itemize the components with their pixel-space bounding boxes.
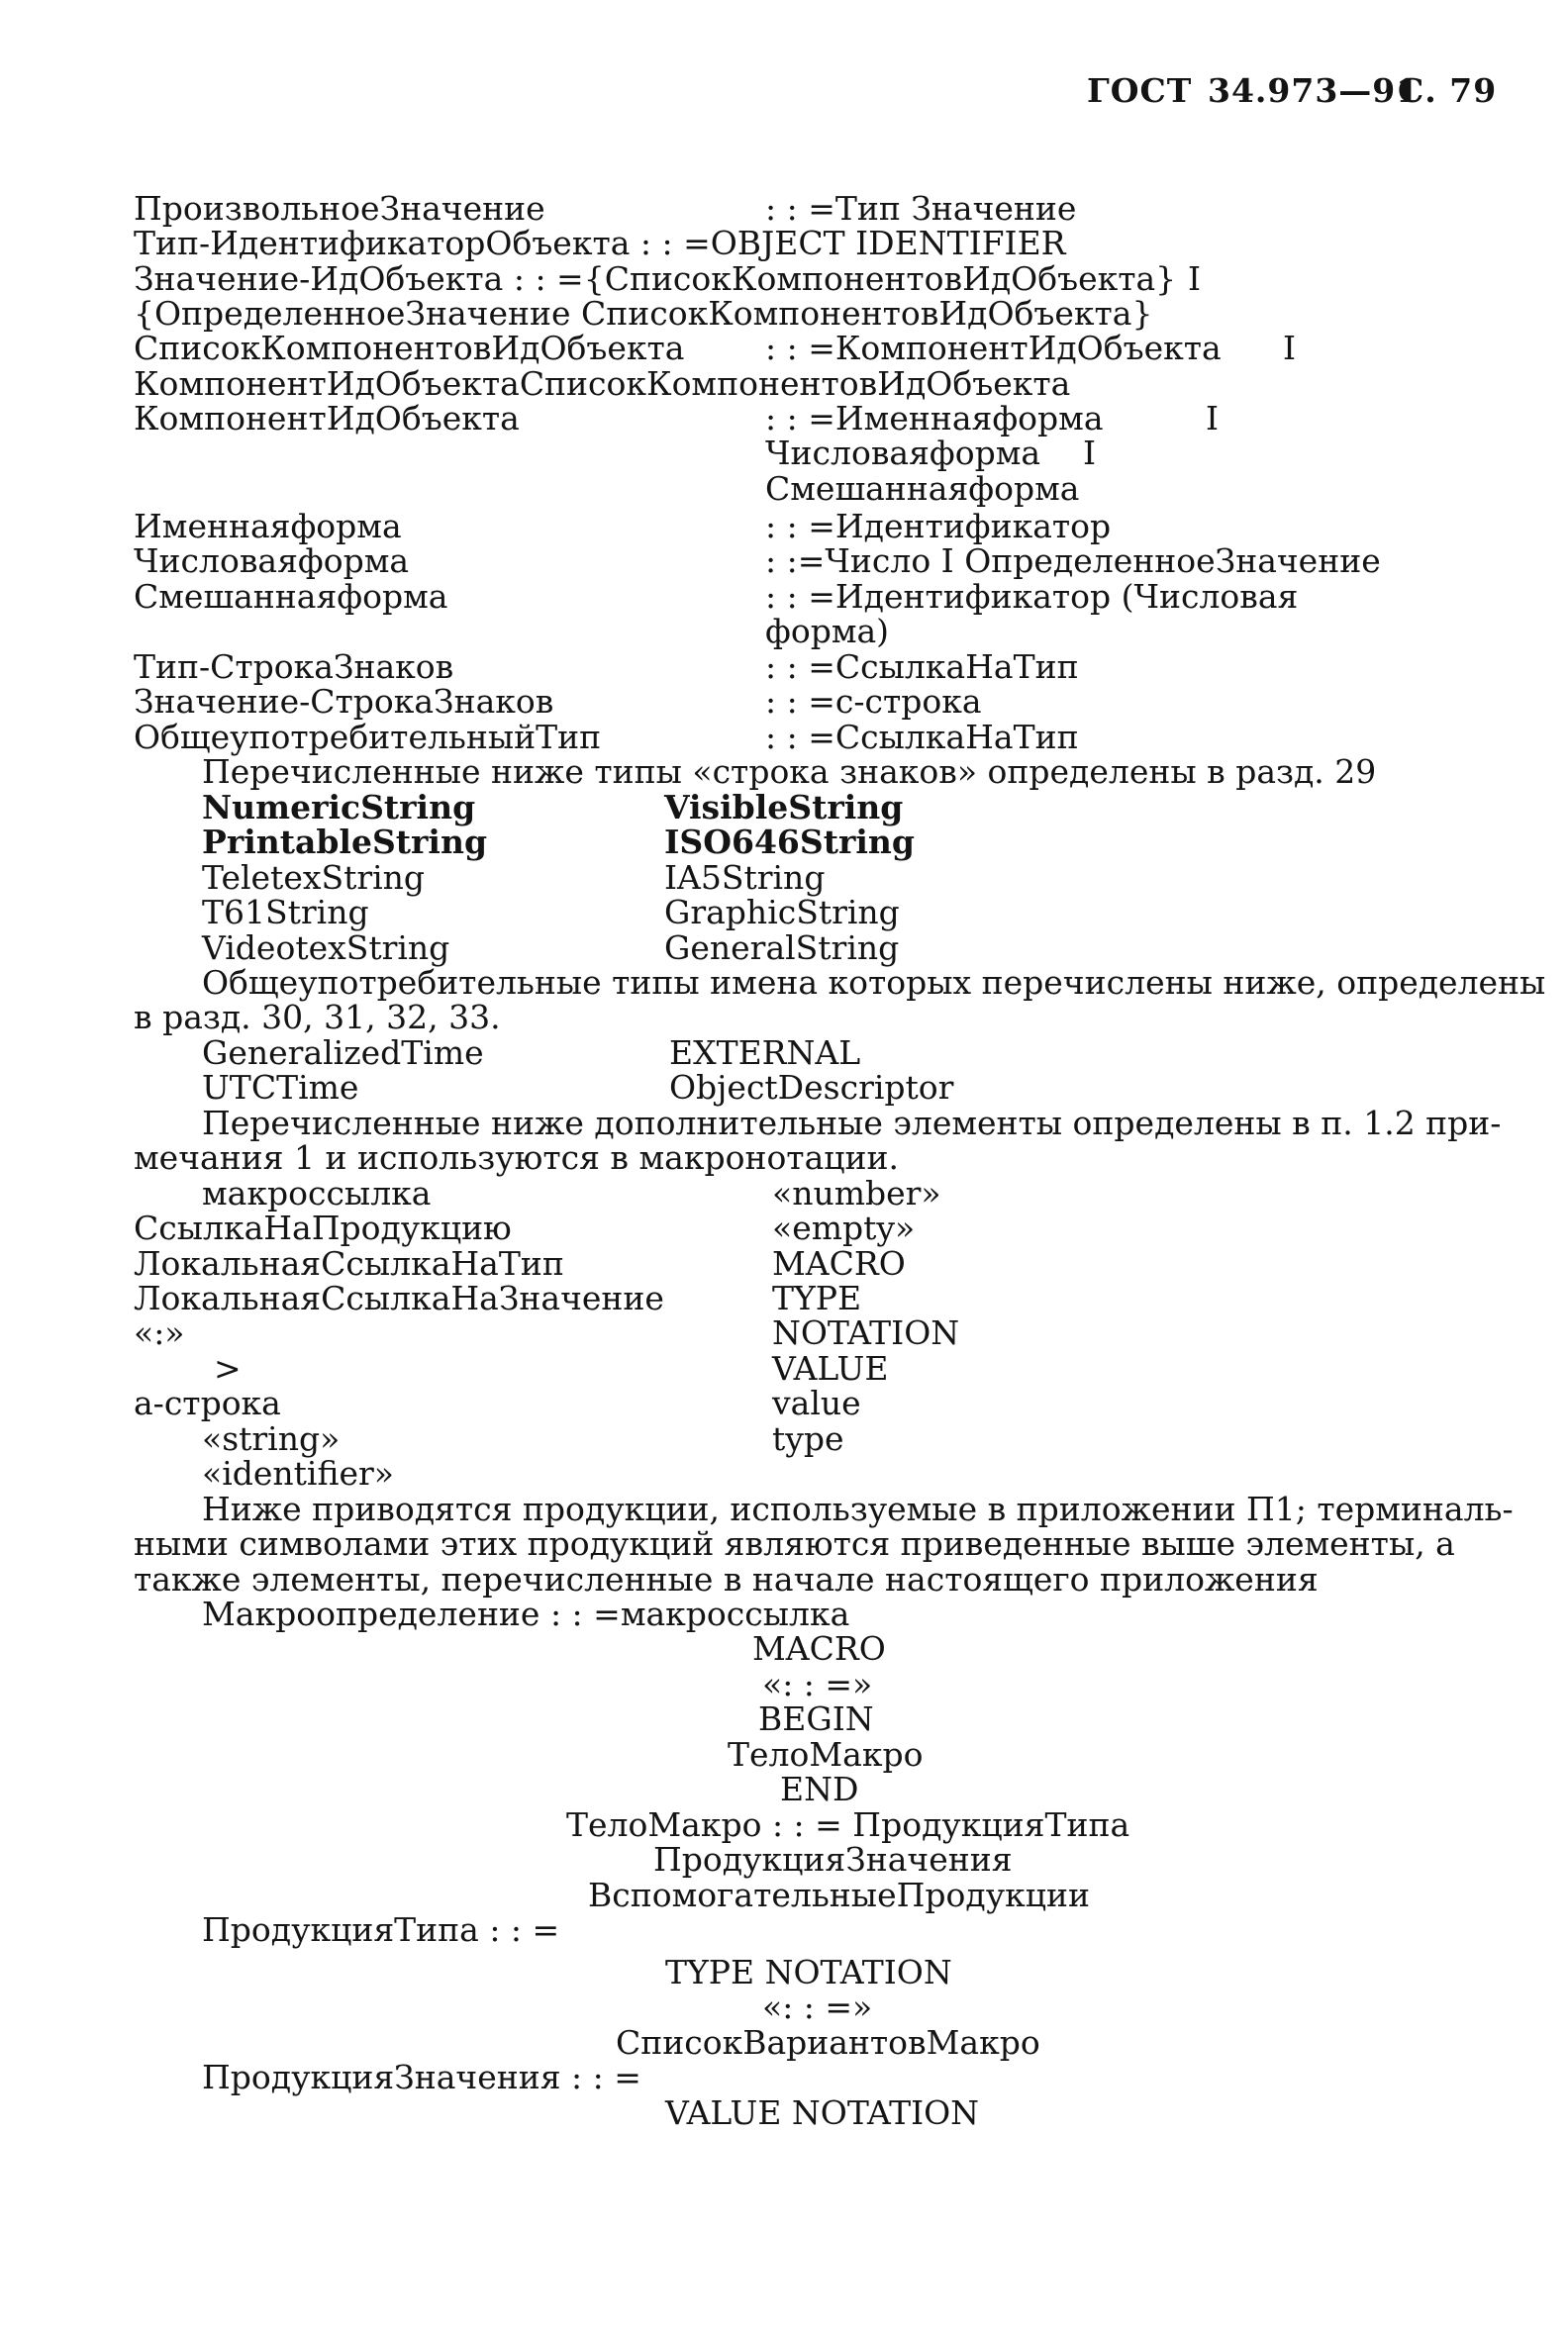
value-production-line: VALUE NOTATION: [665, 2093, 980, 2132]
def-right: : : =Именнаяформа: [765, 399, 1104, 437]
macro-assign: «: : =»: [762, 1665, 873, 1703]
productions-intro: Ниже приводятся продукции, используемые в приложении П1; терминаль-: [202, 1490, 1514, 1528]
element-right: MACRO: [772, 1244, 906, 1283]
def-right: : : =КомпонентИдОбъекта: [765, 329, 1222, 367]
value-production-label: ПродукцияЗначения : : =: [202, 2058, 641, 2096]
def-right: : : =Идентификатор (Числовая: [765, 577, 1299, 616]
def-left: КомпонентИдОбъекта: [134, 399, 520, 437]
type-production-line: TYPE NOTATION: [665, 1953, 952, 1991]
def-left: ПроизвольноеЗначение: [134, 189, 545, 228]
def-right: : : =Тип Значение: [765, 189, 1077, 228]
type-production-line: «: : =»: [762, 1988, 873, 2026]
element-left: >: [214, 1349, 242, 1388]
def-left: Тип-СтрокаЗнаков: [134, 647, 454, 686]
def-alt-bar: I: [1188, 259, 1202, 298]
element-right: NOTATION: [772, 1313, 960, 1352]
def-right: : : =с-строка: [765, 682, 982, 721]
string-type-name: VisibleString: [664, 788, 904, 826]
element-left: ЛокальнаяСсылкаНаТип: [134, 1244, 564, 1283]
def-alt-bar: I: [1206, 399, 1220, 437]
page-header-number: С. 79: [1398, 71, 1498, 110]
def-left: ОбщеупотребительныйТип: [134, 718, 602, 756]
element-left: СсылкаНаПродукцию: [134, 1209, 512, 1247]
element-right: TYPE: [772, 1279, 862, 1317]
element-right: «number»: [772, 1174, 941, 1212]
def-left: КомпонентИдОбъектаСписокКомпонентовИдОбъекта: [134, 364, 1071, 403]
useful-types-intro: Общеупотребительные типы имена которых перечислены ниже, определены: [202, 963, 1546, 1002]
string-type-name: TeletexString: [202, 858, 426, 897]
def-right: : :=Число I ОпределенноеЗначение: [765, 541, 1381, 580]
def-right: форма): [765, 612, 890, 650]
def-left: Смешаннаяформа: [134, 577, 448, 616]
macro-keyword: END: [780, 1770, 859, 1808]
macro-body-line: ВспомогательныеПродукции: [588, 1876, 1090, 1914]
macro-body-line: ПродукцияЗначения: [653, 1840, 1013, 1879]
def-right: Числоваяформа: [765, 434, 1041, 472]
def-alt-bar: I: [1083, 434, 1097, 472]
element-right: type: [772, 1419, 844, 1458]
element-left: «identifier»: [202, 1454, 394, 1493]
string-type-name: NumericString: [202, 788, 476, 826]
def-left: Тип-ИдентификаторОбъекта : : =OBJECT IDENTIFIER: [134, 224, 1066, 262]
def-right: : : =СсылкаНаТип: [765, 647, 1079, 686]
string-type-name: PrintableString: [202, 823, 488, 861]
macro-keyword: MACRO: [752, 1629, 886, 1668]
productions-intro: ными символами этих продукций являются приведенные выше элементы, а: [134, 1524, 1455, 1563]
string-type-name: GeneralString: [664, 928, 900, 967]
string-type-name: GraphicString: [664, 893, 900, 931]
string-type-name: VideotexString: [202, 928, 450, 967]
def-right: Смешаннаяформа: [765, 469, 1080, 508]
def-left: Именнаяформа: [134, 507, 402, 545]
elements-intro: мечания 1 и используются в макронотации.: [134, 1138, 899, 1177]
def-left: Значение-ИдОбъекта : : ={СписокКомпонентовИдОбъекта}: [134, 259, 1177, 298]
useful-types-intro: в разд. 30, 31, 32, 33.: [134, 998, 501, 1036]
element-right: VALUE: [772, 1349, 889, 1388]
element-left: а-строка: [134, 1384, 281, 1422]
string-type-name: ISO646String: [664, 823, 915, 861]
productions-intro: также элементы, перечисленные в начале настоящего приложения: [134, 1560, 1319, 1599]
def-left: Числоваяформа: [134, 541, 410, 580]
page-header-code: 34.973—91: [1208, 71, 1421, 110]
element-left: макроссылка: [202, 1174, 432, 1212]
type-production-label: ПродукцияТипа : : =: [202, 1910, 560, 1949]
def-left: Значение-СтрокаЗнаков: [134, 682, 554, 721]
useful-type-name: UTCTime: [202, 1068, 359, 1107]
string-type-name: T61String: [202, 893, 369, 931]
string-types-intro: Перечисленные ниже типы «строка знаков» определены в разд. 29: [202, 752, 1377, 791]
useful-type-name: GeneralizedTime: [202, 1033, 484, 1072]
def-alt-bar: I: [1283, 329, 1297, 367]
element-left: ЛокальнаяСсылкаНаЗначение: [134, 1279, 664, 1317]
type-production-line: СписокВариантовМакро: [616, 2023, 1040, 2062]
element-left: «:»: [134, 1313, 185, 1352]
def-right: : : =СсылкаНаТип: [765, 718, 1079, 756]
def-left: {ОпределенноеЗначение СписокКомпонентовИдОбъекта}: [134, 294, 1153, 333]
useful-type-name: ObjectDescriptor: [669, 1068, 954, 1107]
element-right: value: [772, 1384, 861, 1422]
element-left: «string»: [202, 1419, 341, 1458]
element-right: «empty»: [772, 1209, 916, 1247]
macro-body-ref: ТелоМакро: [728, 1735, 924, 1774]
useful-type-name: EXTERNAL: [669, 1033, 861, 1072]
macro-definition-label: Макроопределение : : =макроссылка: [202, 1595, 850, 1633]
elements-intro: Перечисленные ниже дополнительные элементы определены в п. 1.2 при-: [202, 1104, 1502, 1142]
macro-body-label: ТелоМакро : : = ПродукцияТипа: [566, 1805, 1130, 1844]
string-type-name: IA5String: [664, 858, 826, 897]
macro-keyword: BEGIN: [758, 1699, 874, 1738]
def-left: СписокКомпонентовИдОбъекта: [134, 329, 685, 367]
def-right: : : =Идентификатор: [765, 507, 1112, 545]
page-header-standard: ГОСТ: [1087, 71, 1193, 110]
